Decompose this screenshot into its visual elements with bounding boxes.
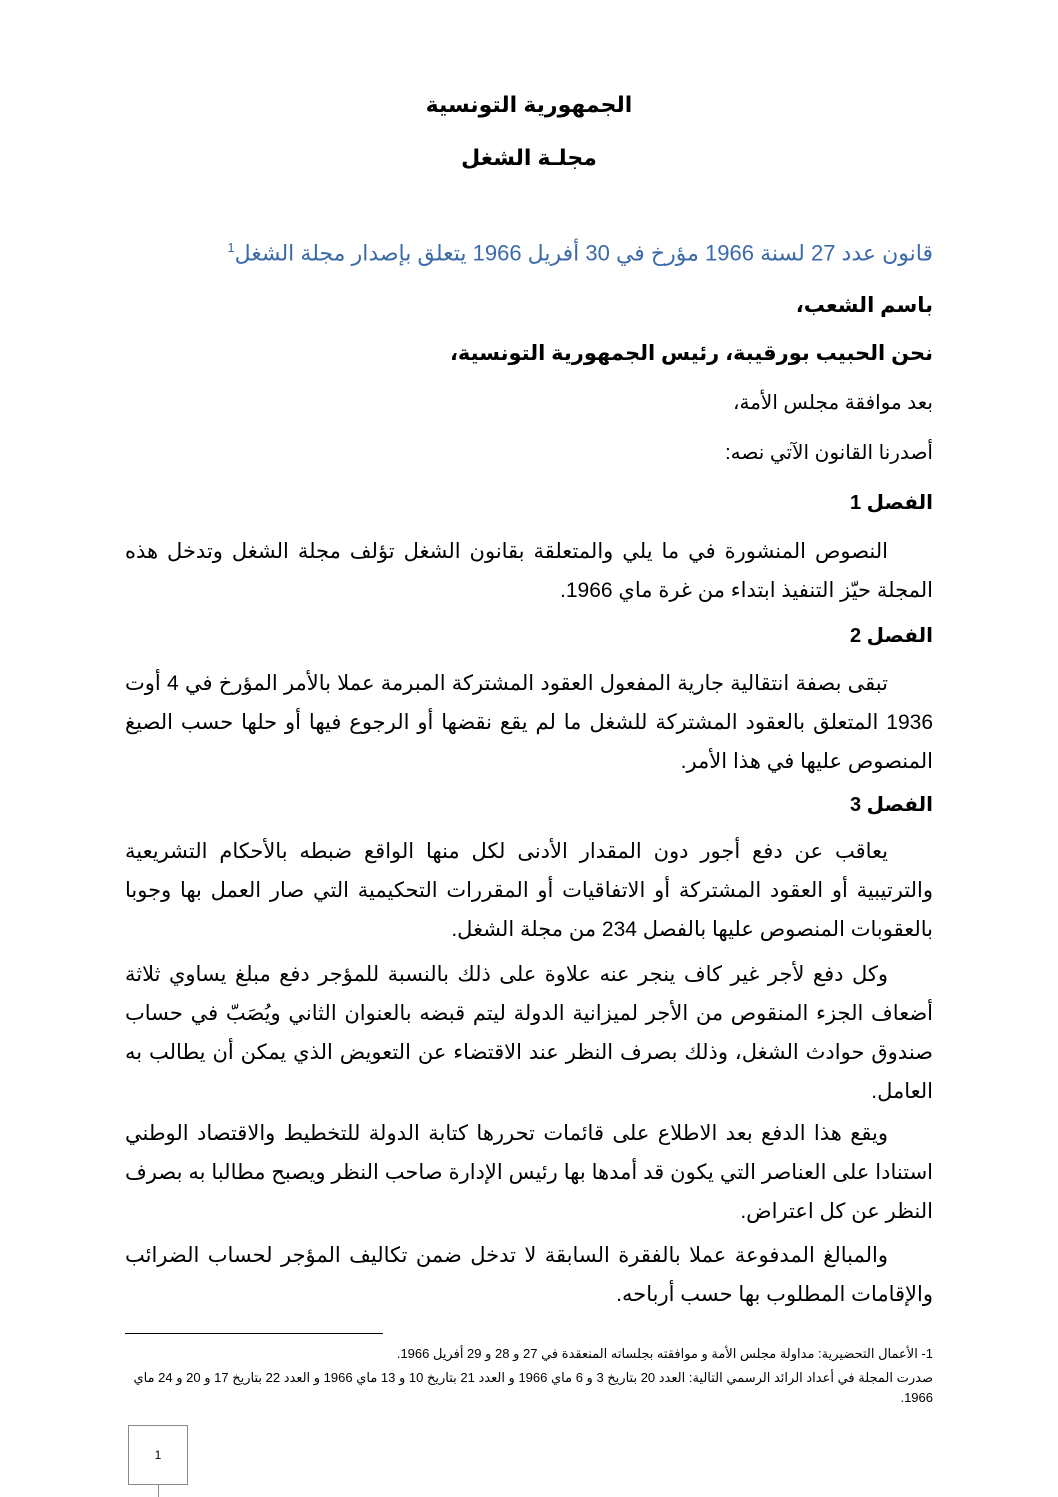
chapter-paragraph: النصوص المنشورة في ما يلي والمتعلقة بقانون الشغل تؤلف مجلة الشغل وتدخل هذه المجلة حيّز التنفيذ ابتداء من غرة ماي 1966. xyxy=(125,540,933,602)
chapter-paragraph: والمبالغ المدفوعة عملا بالفقرة السابقة لا تدخل ضمن تكاليف المؤجر لحساب الضرائب والإقامات المطلوب بها حسب أرباحه. xyxy=(125,1244,933,1306)
preamble-president: نحن الحبيب بورقيبة، رئيس الجمهورية التونسية، xyxy=(449,342,933,365)
chapter-paragraph: يعاقب عن دفع أجور دون المقدار الأدنى لكل منها الواقع ضبطه بالأحكام التشريعية والترتيبية أو العقود المشتركة أو الاتفاقيات أو المقررات التحكيمية التي صار العمل بها وجوبا بالعقوبات المنصوص عليها بالفصل 234 من مجلة الشغل. xyxy=(125,840,933,941)
chapter-heading: الفصل 1 xyxy=(850,492,933,514)
footnote-line: صدرت المجلة في أعداد الرائد الرسمي التالية: العدد 20 بتاريخ 3 و 6 ماي 1966 و العدد 21 بتاريخ 10 و 13 ماي 1966 و العدد 22 بتاريخ 17 و 20 و 24 ماي 1966. xyxy=(133,1370,933,1405)
footnote-separator xyxy=(125,1333,383,1334)
chapter-heading: الفصل 2 xyxy=(850,625,933,647)
chapter-paragraph: تبقى بصفة انتقالية جارية المفعول العقود المشتركة المبرمة عملا بالأمر المؤرخ في 4 أوت 1936 المتعلق بالعقود المشتركة للشغل ما لم يقع نقضها أو الرجوع فيها أو حلها حسب الصيغ المنصوص عليها في هذا الأمر. xyxy=(125,672,933,773)
chapter-paragraph: ويقع هذا الدفع بعد الاطلاع على قائمات تحررها كتابة الدولة للتخطيط والاقتصاد الوطني استنادا على العناصر التي يكون قد أمدها بها رئيس الإدارة صاحب النظر ويصبح مطالبا به بصرف النظر عن كل اعتراض. xyxy=(125,1122,933,1223)
preamble-people: باسم الشعب، xyxy=(795,294,933,317)
page-number-connector xyxy=(158,1485,159,1497)
code-title: مجلـة الشغل xyxy=(461,145,597,170)
law-heading xyxy=(125,240,933,266)
page-number: 1 xyxy=(128,1425,188,1485)
chapter-heading: الفصل 3 xyxy=(850,794,933,816)
preamble-enact: أصدرنا القانون الآتي نصه: xyxy=(725,442,933,464)
chapter-paragraph: وكل دفع لأجر غير كاف ينجر عنه علاوة على ذلك بالنسبة للمؤجر دفع مبلغ يساوي ثلاثة أضعاف الجزء المنقوص من الأجر لميزانية الدولة ليتم قبضه بالعنوان الثاني ويُصَبّ في حساب صندوق حوادث الشغل، وذلك بصرف النظر عند الاقتضاء عن التعويض الذي يمكن أن يطالب به العامل. xyxy=(125,963,933,1103)
footnote-line: 1- الأعمال التحضيرية: مداولة مجلس الأمة و موافقته بجلساته المنعقدة في 27 و 28 و 29 أفريل 1966. xyxy=(396,1346,933,1361)
republic-title: الجمهورية التونسية xyxy=(425,92,633,117)
preamble-approval: بعد موافقة مجلس الأمة، xyxy=(733,392,933,414)
footnote-reference: 1 xyxy=(227,240,235,255)
law-title: قانون عدد 27 لسنة 1966 مؤرخ في 30 أفريل 1966 يتعلق بإصدار مجلة الشغل xyxy=(234,240,933,266)
